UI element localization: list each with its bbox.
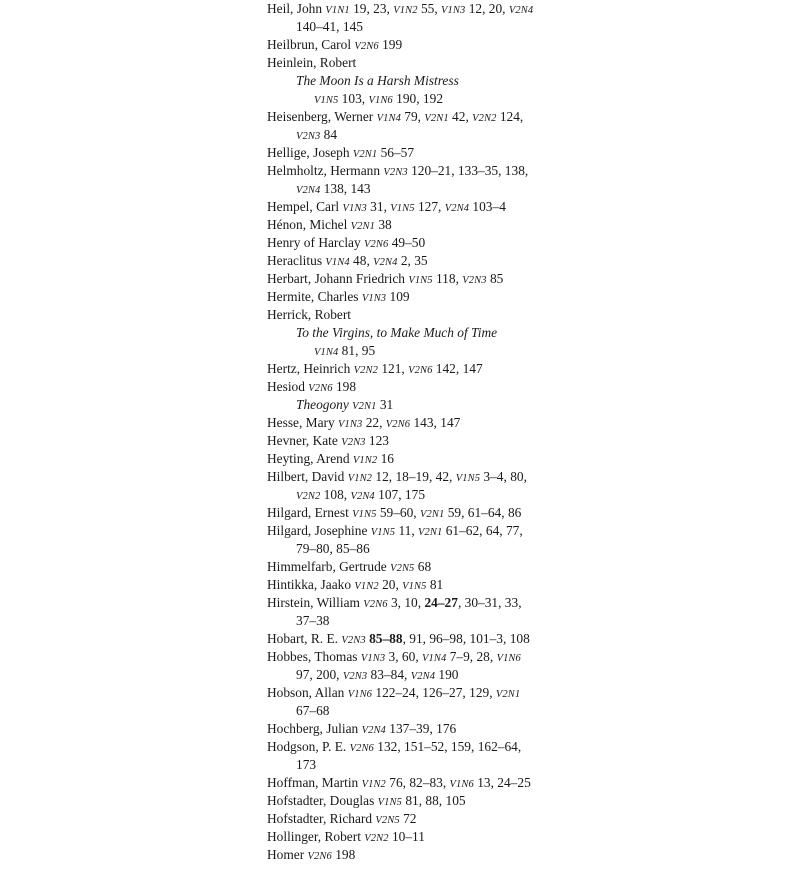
entry-text: Hénon, Michel: [267, 217, 351, 232]
index-continuation: [267, 90, 567, 108]
volume-reference: V1N5: [408, 275, 433, 286]
volume-reference: V2N1: [418, 527, 443, 538]
entry-text: 48,: [349, 253, 374, 268]
entry-text: 16: [377, 451, 394, 466]
volume-reference: V1N5: [377, 797, 402, 808]
index-entry: [267, 288, 567, 306]
entry-text: Hertz, Heinrich: [267, 361, 354, 376]
volume-reference: V2N4: [361, 725, 386, 736]
volume-reference: V2N5: [390, 563, 415, 574]
volume-reference: V1N2: [361, 779, 386, 790]
volume-reference: V1N2: [393, 5, 418, 16]
volume-reference: V1N2: [352, 455, 378, 466]
entry-text: 55,: [417, 1, 442, 16]
volume-reference: V2N4: [350, 491, 375, 502]
entry-text: 10–11: [388, 829, 425, 844]
entry-text: 173: [296, 757, 317, 772]
index-entry: [267, 630, 567, 648]
volume-reference: V1N6: [496, 653, 521, 664]
entry-text: 13, 24–25: [473, 775, 531, 790]
volume-reference: V1N2: [347, 473, 373, 484]
entry-text: 81, 95: [338, 343, 376, 358]
entry-text: 107, 175: [374, 487, 426, 502]
index-entry: [267, 774, 567, 792]
volume-reference: V2N2: [296, 491, 321, 502]
volume-reference: V2N6: [408, 365, 433, 376]
volume-reference: V2N6: [385, 419, 411, 430]
volume-reference: V1N1: [325, 5, 350, 16]
volume-reference: V2N2: [472, 113, 497, 124]
work-title: Theogony: [296, 397, 349, 412]
index-subentry: [267, 72, 567, 90]
entry-text: 190: [435, 667, 459, 682]
index-entry: [267, 594, 567, 612]
entry-text: 84: [320, 127, 338, 142]
index-entry: [267, 828, 567, 846]
entry-text: Hoffman, Martin: [267, 775, 362, 790]
entry-text: 3, 10,: [387, 595, 425, 610]
entry-text: 20,: [378, 577, 403, 592]
entry-text: 61–62, 64, 77,: [442, 523, 523, 538]
index-entry: [267, 504, 567, 522]
entry-text: 81: [426, 577, 444, 592]
index-entry: [267, 378, 567, 396]
entry-text: 31: [376, 397, 394, 412]
volume-reference: V2N3: [341, 437, 366, 448]
entry-text: Hirstein, William: [267, 595, 364, 610]
entry-text: 31,: [366, 199, 391, 214]
entry-text: 138, 143: [320, 181, 371, 196]
index-entry: [267, 108, 567, 126]
entry-text: 127,: [414, 199, 445, 214]
volume-reference: V1N5: [370, 527, 396, 538]
index-list: [267, 0, 567, 864]
entry-text: Hellige, Joseph: [267, 145, 353, 160]
entry-text: 68: [414, 559, 432, 574]
index-entry: [267, 36, 567, 54]
entry-text: 103–4: [469, 199, 506, 214]
entry-text: Heil, John: [267, 1, 326, 16]
entry-text: 109: [386, 289, 410, 304]
entry-text: Hollinger, Robert: [267, 829, 365, 844]
entry-text: 7–9, 28,: [446, 649, 497, 664]
volume-reference: V1N5: [402, 581, 427, 592]
main-page-range: 85–88: [369, 631, 403, 646]
volume-reference: V2N4: [508, 5, 534, 16]
volume-reference: V1N5: [314, 95, 339, 106]
entry-text: 81, 88, 105: [401, 793, 466, 808]
entry-text: 198: [332, 379, 357, 394]
entry-text: 12, 20,: [465, 1, 509, 16]
entry-text: Hilgard, Josephine: [267, 523, 371, 538]
index-entry: [267, 738, 567, 756]
entry-text: 137–39, 176: [385, 721, 457, 736]
entry-text: 121,: [377, 361, 409, 376]
index-entry: [267, 468, 567, 486]
volume-reference: V1N6: [368, 95, 393, 106]
index-entry: [267, 648, 567, 666]
entry-text: 122–24, 126–27, 129,: [372, 685, 496, 700]
entry-text: 56–57: [377, 145, 415, 160]
index-entry: [267, 54, 567, 72]
entry-text: , 91, 96–98, 101–3, 108: [402, 631, 530, 646]
index-entry: [267, 144, 567, 162]
volume-reference: V2N1: [424, 113, 449, 124]
index-entry: [267, 270, 567, 288]
main-page-range: 24–27: [424, 595, 458, 610]
entry-text: 19, 23,: [349, 1, 394, 16]
index-entry: [267, 846, 567, 864]
entry-text: 22,: [362, 415, 386, 430]
volume-reference: V2N6: [364, 239, 389, 250]
entry-text: 49–50: [388, 235, 426, 250]
volume-reference: V2N3: [296, 131, 321, 142]
index-entry: [267, 522, 567, 540]
volume-reference: V1N5: [390, 203, 415, 214]
volume-reference: V2N3: [383, 167, 408, 178]
volume-reference: V2N6: [307, 851, 332, 862]
index-continuation: [267, 18, 567, 36]
index-entry: [267, 198, 567, 216]
volume-reference: V1N4: [422, 653, 447, 664]
volume-reference: V2N1: [352, 149, 378, 160]
entry-text: 83–84,: [367, 667, 411, 682]
entry-text: 79–80, 85–86: [296, 541, 370, 556]
index-continuation: [267, 180, 567, 198]
entry-text: Heisenberg, Werner: [267, 109, 377, 124]
entry-text: 123: [365, 433, 389, 448]
entry-text: Hochberg, Julian: [267, 721, 362, 736]
index-entry: [267, 414, 567, 432]
index-entry: [267, 162, 567, 180]
entry-text: Heinlein, Robert: [267, 55, 357, 70]
index-entry: [267, 720, 567, 738]
volume-reference: V2N6: [363, 599, 388, 610]
entry-text: 140–41, 145: [296, 19, 363, 34]
index-entry: [267, 0, 567, 18]
entry-text: 198: [331, 847, 356, 862]
entry-text: Hilbert, David: [267, 469, 348, 484]
entry-text: Homer: [267, 847, 308, 862]
entry-text: Hofstadter, Douglas: [267, 793, 378, 808]
volume-reference: V1N5: [455, 473, 481, 484]
entry-text: Hofstadter, Richard: [267, 811, 376, 826]
volume-reference: V1N4: [376, 113, 401, 124]
index-subentry: [267, 324, 567, 342]
entry-text: 142, 147: [432, 361, 483, 376]
index-continuation: [267, 612, 567, 630]
volume-reference: V2N1: [352, 401, 377, 412]
index-continuation: [267, 702, 567, 720]
entry-text: Heraclitus: [267, 253, 326, 268]
entry-text: Himmelfarb, Gertrude: [267, 559, 391, 574]
index-entry: [267, 306, 567, 324]
entry-text: Herrick, Robert: [267, 307, 352, 322]
index-entry: [267, 432, 567, 450]
entry-text: Heilbrun, Carol: [267, 37, 355, 52]
index-entry: [267, 252, 567, 270]
volume-reference: V1N4: [325, 257, 350, 268]
entry-text: Hevner, Kate: [267, 433, 342, 448]
entry-text: Hempel, Carl: [267, 199, 343, 214]
volume-reference: V1N6: [347, 689, 373, 700]
index-entry: [267, 576, 567, 594]
entry-text: 118,: [432, 271, 463, 286]
entry-text: Hintikka, Jaako: [267, 577, 355, 592]
index-entry: [267, 558, 567, 576]
entry-text: 120–21, 133–35, 138,: [407, 163, 529, 178]
volume-reference: V1N3: [361, 293, 387, 304]
entry-text: Hodgson, P. E.: [267, 739, 350, 754]
index-entry: [267, 792, 567, 810]
volume-reference: V2N4: [373, 257, 398, 268]
work-title: The Moon Is a Harsh Mistress: [296, 73, 459, 88]
index-subentry: [267, 396, 567, 414]
volume-reference: V2N2: [353, 365, 378, 376]
entry-text: 97, 200,: [296, 667, 343, 682]
index-continuation: [267, 540, 567, 558]
entry-text: 11,: [395, 523, 419, 538]
volume-reference: V1N3: [360, 653, 386, 664]
volume-reference: V2N3: [342, 671, 368, 682]
entry-text: Hobart, R. E.: [267, 631, 342, 646]
volume-reference: V2N1: [350, 221, 375, 232]
entry-text: 38: [375, 217, 392, 232]
entry-text: 103,: [338, 91, 369, 106]
index-entry: [267, 684, 567, 702]
entry-text: Heyting, Arend: [267, 451, 353, 466]
volume-reference: V2N3: [341, 635, 366, 646]
volume-reference: V1N6: [449, 779, 474, 790]
index-continuation: [267, 756, 567, 774]
entry-text: 199: [378, 37, 403, 52]
volume-reference: V2N4: [296, 185, 321, 196]
entry-text: , 30–31, 33,: [457, 595, 522, 610]
volume-reference: V2N1: [420, 509, 445, 520]
entry-text: 190, 192: [392, 91, 444, 106]
volume-reference: V2N6: [349, 743, 374, 754]
index-continuation: [267, 342, 567, 360]
volume-reference: V2N4: [444, 203, 470, 214]
entry-text: Herbart, Johann Friedrich: [267, 271, 409, 286]
volume-reference: V2N2: [364, 833, 389, 844]
index-continuation: [267, 126, 567, 144]
entry-text: 143, 147: [410, 415, 461, 430]
entry-text: Hermite, Charles: [267, 289, 362, 304]
entry-text: Henry of Harclay: [267, 235, 365, 250]
volume-reference: V2N3: [462, 275, 487, 286]
entry-text: 76, 82–83,: [385, 775, 450, 790]
entry-text: 72: [399, 811, 417, 826]
entry-text: Hilgard, Ernest: [267, 505, 353, 520]
entry-text: Hobbes, Thomas: [267, 649, 361, 664]
entry-text: Helmholtz, Hermann: [267, 163, 384, 178]
entry-text: 59–60,: [376, 505, 421, 520]
volume-reference: V2N6: [354, 41, 379, 52]
entry-text: 59, 61–64, 86: [444, 505, 522, 520]
entry-text: 3, 60,: [385, 649, 423, 664]
entry-text: 12, 18–19, 42,: [372, 469, 456, 484]
volume-reference: V1N2: [354, 581, 379, 592]
index-continuation: [267, 486, 567, 504]
volume-reference: V2N4: [410, 671, 436, 682]
entry-text: 42,: [448, 109, 473, 124]
volume-reference: V2N6: [308, 383, 333, 394]
entry-text: 37–38: [296, 613, 330, 628]
index-entry: [267, 360, 567, 378]
entry-text: 79,: [400, 109, 425, 124]
entry-text: 85: [486, 271, 504, 286]
entry-text: 67–68: [296, 703, 330, 718]
volume-reference: V2N5: [375, 815, 400, 826]
entry-text: 3–4, 80,: [480, 469, 527, 484]
index-continuation: [267, 666, 567, 684]
index-entry: [267, 450, 567, 468]
entry-text: Hesse, Mary: [267, 415, 339, 430]
entry-text: 132, 151–52, 159, 162–64,: [373, 739, 522, 754]
volume-reference: V1N5: [352, 509, 377, 520]
volume-reference: V1N3: [342, 203, 367, 214]
work-title: To the Virgins, to Make Much of Time: [296, 325, 498, 340]
index-entry: [267, 216, 567, 234]
volume-reference: V2N1: [495, 689, 521, 700]
entry-text: 2, 35: [397, 253, 428, 268]
volume-reference: V1N3: [441, 5, 466, 16]
entry-text: 108,: [320, 487, 351, 502]
index-entry: [267, 234, 567, 252]
entry-text: 124,: [496, 109, 524, 124]
entry-text: Hobson, Allan: [267, 685, 348, 700]
entry-text: Hesiod: [267, 379, 309, 394]
volume-reference: V1N3: [338, 419, 363, 430]
volume-reference: V1N4: [314, 347, 339, 358]
index-entry: [267, 810, 567, 828]
